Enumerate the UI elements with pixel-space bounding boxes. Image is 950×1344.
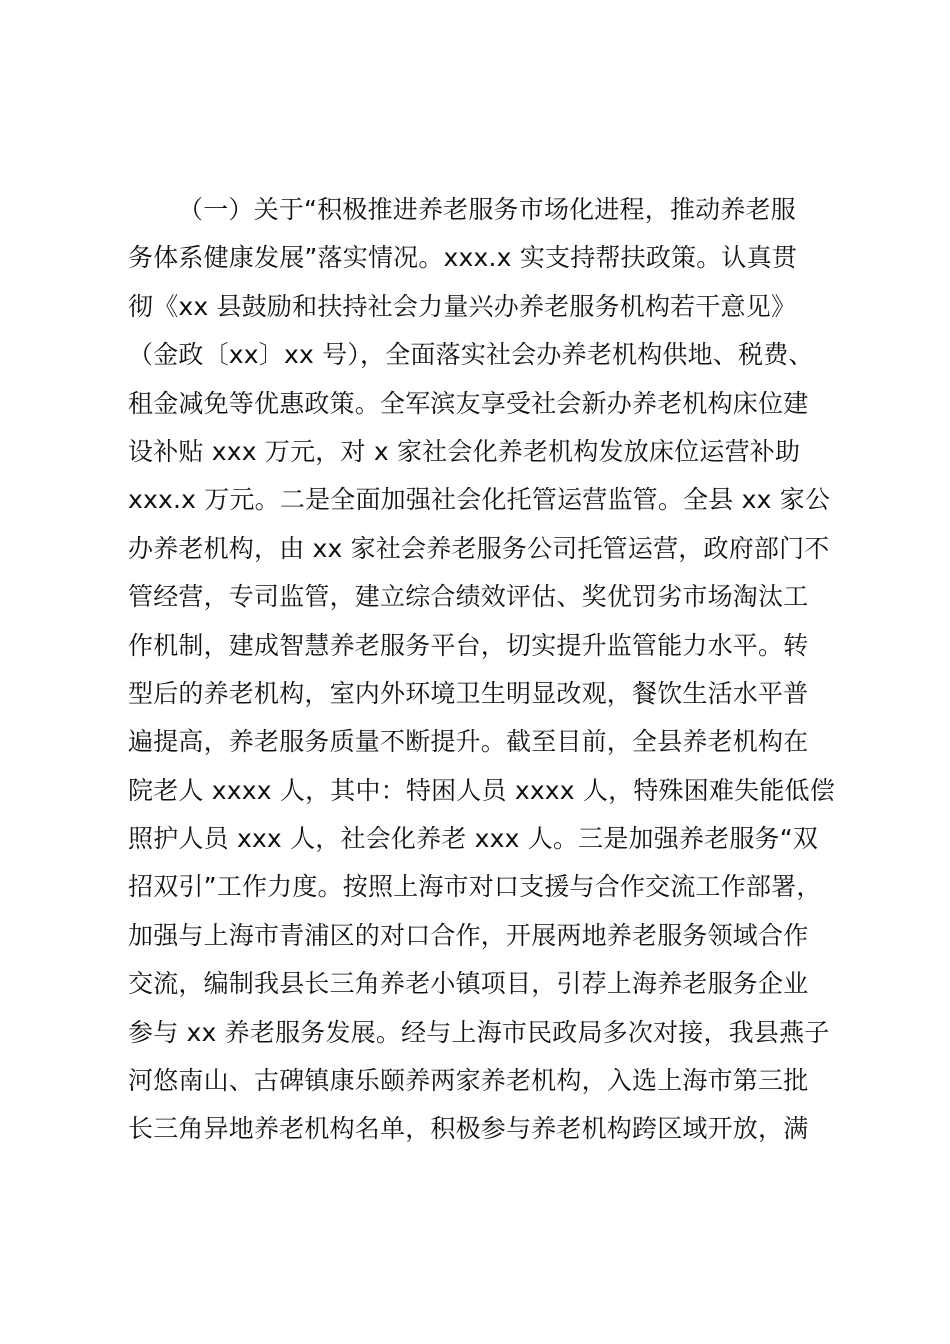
text-line: 租金减免等优惠政策。全军滨友享受社会新办养老机构床位建 bbox=[128, 388, 809, 418]
text-line: 院老人 xxxx 人，其中：特困人员 xxxx 人，特殊困难失能低偿 bbox=[128, 775, 835, 805]
text-line: 务体系健康发展”落实情况。xxx.x 实支持帮扶政策。认真贯 bbox=[128, 243, 798, 273]
text-line: 交流，编制我县长三角养老小镇项目，引荐上海养老服务企业 bbox=[128, 969, 809, 999]
text-line: 设补贴 xxx 万元，对 x 家社会化养老机构发放床位运营补助 bbox=[128, 436, 801, 466]
text-line: 办养老机构，由 xx 家社会养老服务公司托管运营，政府部门不 bbox=[128, 533, 830, 563]
text-line: 长三角异地养老机构名单，积极参与养老机构跨区域开放，满 bbox=[128, 1114, 809, 1144]
body-paragraph bbox=[128, 186, 848, 1154]
text-line: 管经营，专司监管，建立综合绩效评估、奖优罚劣市场淘汰工 bbox=[128, 582, 809, 612]
text-line: 招双引”工作力度。按照上海市对口支援与合作交流工作部署， bbox=[128, 872, 822, 902]
text-line: （一）关于“积极推进养老服务市场化进程，推动养老服 bbox=[178, 195, 796, 224]
text-line: 型后的养老机构，室内外环境卫生明显改观，餐饮生活水平普 bbox=[128, 678, 809, 708]
text-line: 照护人员 xxx 人，社会化养老 xxx 人。三是加强养老服务“双 bbox=[128, 824, 819, 854]
text-line: 遍提高，养老服务质量不断提升。截至目前，全县养老机构在 bbox=[128, 727, 809, 757]
text-line: xxx.x 万元。二是全面加强社会化托管运营监管。全县 xx 家公 bbox=[128, 485, 831, 515]
text-line: 河悠南山、古碑镇康乐颐养两家养老机构，入选上海市第三批 bbox=[128, 1066, 809, 1096]
text-line: 作机制，建成智慧养老服务平台，切实提升监管能力水平。转 bbox=[128, 630, 809, 660]
text-line: 参与 xx 养老服务发展。经与上海市民政局多次对接，我县燕子 bbox=[128, 1017, 830, 1047]
text-line: （金政〔xx〕xx 号），全面落实社会办养老机构供地、税费、 bbox=[128, 340, 814, 370]
text-line: 彻《xx 县鼓励和扶持社会力量兴办养老服务机构若干意见》 bbox=[128, 291, 797, 321]
text-line: 加强与上海市青浦区的对口合作，开展两地养老服务领域合作 bbox=[128, 920, 809, 950]
